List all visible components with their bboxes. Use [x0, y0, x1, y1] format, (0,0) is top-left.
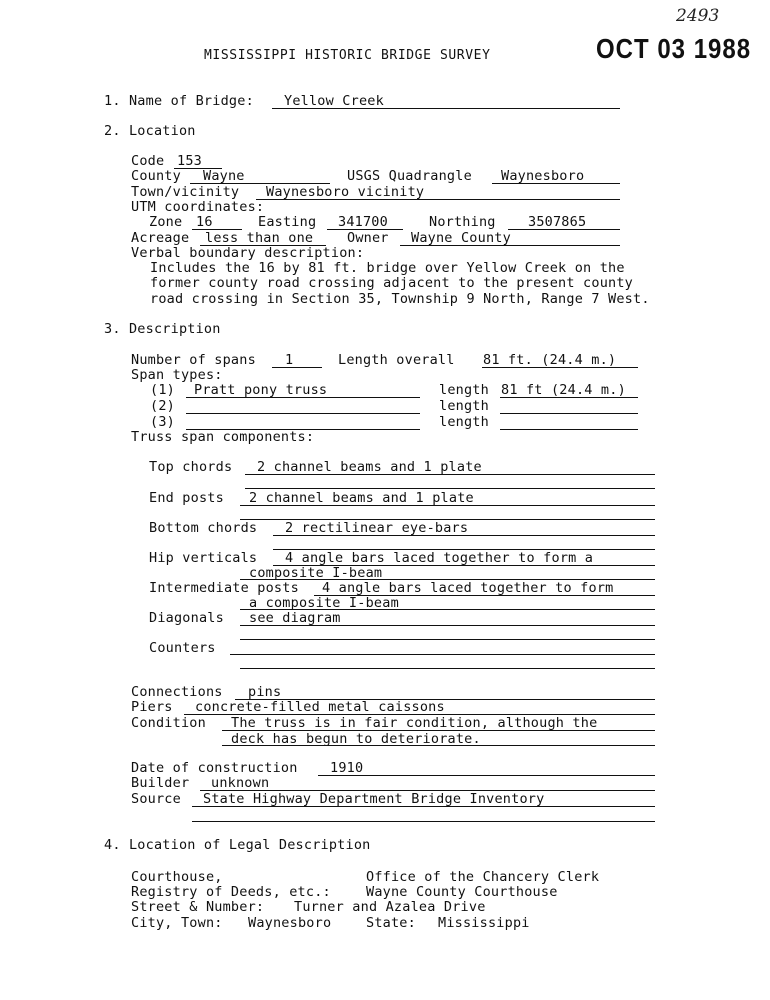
- verbal-boundary-line-3: road crossing in Section 35, Township 9 North, Range 7 West.: [150, 291, 650, 307]
- counters-line: [230, 654, 655, 655]
- span-type-2-line: [186, 413, 420, 414]
- piers-label: Piers: [131, 699, 173, 715]
- state-label: State:: [366, 915, 416, 931]
- acreage-value: less than one: [205, 230, 314, 246]
- end-posts-label: End posts: [149, 490, 224, 506]
- span-type-1-length-label: length: [439, 382, 489, 398]
- bottom-chords-label: Bottom chords: [149, 520, 258, 536]
- registry-label: Registry of Deeds, etc.:: [131, 884, 331, 900]
- piers-value: concrete-filled metal caissons: [195, 699, 445, 715]
- county-value: Wayne: [203, 168, 245, 184]
- town-label: Town/vicinity: [131, 184, 240, 200]
- top-chords-value: 2 channel beams and 1 plate: [257, 459, 482, 475]
- source-line-2: [192, 821, 655, 822]
- northing-label: Northing: [429, 214, 496, 230]
- hip-verticals-value-1: 4 angle bars laced together to form a: [285, 550, 594, 566]
- span-type-2-length-line: [500, 413, 638, 414]
- description-heading: 3. Description: [104, 321, 221, 337]
- diagonals-line-2: [240, 639, 655, 640]
- counters-line-2: [240, 668, 655, 669]
- zone-label: Zone: [149, 214, 183, 230]
- source-label: Source: [131, 791, 181, 807]
- span-type-3-length-label: length: [439, 414, 489, 430]
- length-overall-label: Length overall: [338, 352, 455, 368]
- easting-value: 341700: [338, 214, 388, 230]
- counters-label: Counters: [149, 640, 216, 656]
- span-type-1-length-value: 81 ft (24.4 m.): [501, 382, 626, 398]
- span-type-1-num: (1): [150, 382, 175, 398]
- condition-value-2: deck has begun to deteriorate.: [231, 731, 481, 747]
- condition-label: Condition: [131, 715, 206, 731]
- span-type-1-value: Pratt pony truss: [194, 382, 328, 398]
- registry-value: Wayne County Courthouse: [366, 884, 558, 900]
- owner-value: Wayne County: [411, 230, 511, 246]
- county-label: County: [131, 168, 181, 184]
- utm-label: UTM coordinates:: [131, 199, 265, 215]
- verbal-boundary-line-1: Includes the 16 by 81 ft. bridge over Yellow Creek on the: [150, 260, 625, 276]
- hip-verticals-label: Hip verticals: [149, 550, 258, 566]
- span-type-3-length-line: [500, 429, 638, 430]
- location-heading: 2. Location: [104, 123, 196, 139]
- top-chords-label: Top chords: [149, 459, 233, 475]
- form-title: MISSISSIPPI HISTORIC BRIDGE SURVEY: [204, 48, 491, 63]
- length-overall-value: 81 ft. (24.4 m.): [483, 352, 617, 368]
- date-construction-line: [318, 775, 655, 776]
- code-label: Code: [131, 153, 165, 169]
- town-value: Waynesboro vicinity: [266, 184, 425, 200]
- spans-label: Number of spans: [131, 352, 256, 368]
- courthouse-value: Office of the Chancery Clerk: [366, 869, 600, 885]
- span-types-label: Span types:: [131, 367, 223, 383]
- quadrangle-value: Waynesboro: [501, 168, 585, 184]
- easting-label: Easting: [258, 214, 317, 230]
- handwritten-number: 2493: [676, 6, 720, 26]
- intermediate-posts-value-2: a composite I-beam: [249, 595, 399, 611]
- legal-location-heading: 4. Location of Legal Description: [104, 837, 371, 853]
- spans-line: [272, 367, 322, 368]
- bridge-name-value: Yellow Creek: [284, 93, 384, 109]
- builder-value: unknown: [211, 775, 270, 791]
- span-type-2-num: (2): [150, 398, 175, 414]
- span-type-2-length-label: length: [439, 398, 489, 414]
- end-posts-value: 2 channel beams and 1 plate: [249, 490, 474, 506]
- owner-label: Owner: [347, 230, 389, 246]
- source-value: State Highway Department Bridge Inventory: [203, 791, 545, 807]
- date-construction-value: 1910: [330, 760, 364, 776]
- condition-value-1: The truss is in fair condition, although the: [231, 715, 598, 731]
- courthouse-label: Courthouse,: [131, 869, 223, 885]
- date-construction-label: Date of construction: [131, 760, 298, 776]
- diagonals-label: Diagonals: [149, 610, 224, 626]
- street-value: Turner and Azalea Drive: [294, 899, 486, 915]
- northing-value: 3507865: [528, 214, 587, 230]
- street-label: Street & Number:: [131, 899, 265, 915]
- date-stamp: OCT 03 1988: [596, 33, 752, 65]
- quadrangle-label: USGS Quadrangle: [347, 168, 472, 184]
- spans-value: 1: [285, 352, 294, 368]
- verbal-boundary-label: Verbal boundary description:: [131, 245, 365, 261]
- connections-label: Connections: [131, 684, 223, 700]
- top-chords-line-2: [245, 488, 655, 489]
- city-value: Waynesboro: [248, 915, 332, 931]
- bridge-name-label: 1. Name of Bridge:: [104, 93, 254, 109]
- intermediate-posts-label: Intermediate posts: [149, 580, 299, 596]
- state-value: Mississippi: [438, 915, 530, 931]
- city-label: City, Town:: [131, 915, 223, 931]
- acreage-label: Acreage: [131, 230, 190, 246]
- span-type-3-num: (3): [150, 414, 175, 430]
- diagonals-value: see diagram: [249, 610, 341, 626]
- builder-label: Builder: [131, 775, 190, 791]
- intermediate-posts-value-1: 4 angle bars laced together to form: [322, 580, 614, 596]
- verbal-boundary-line-2: former county road crossing adjacent to the present county: [150, 275, 634, 291]
- zone-value: 16: [196, 214, 213, 230]
- truss-components-label: Truss span components:: [131, 429, 315, 445]
- hip-verticals-value-2: composite I-beam: [249, 565, 383, 581]
- bottom-chords-value: 2 rectilinear eye-bars: [285, 520, 469, 536]
- connections-value: pins: [248, 684, 282, 700]
- code-value: 153: [177, 153, 202, 169]
